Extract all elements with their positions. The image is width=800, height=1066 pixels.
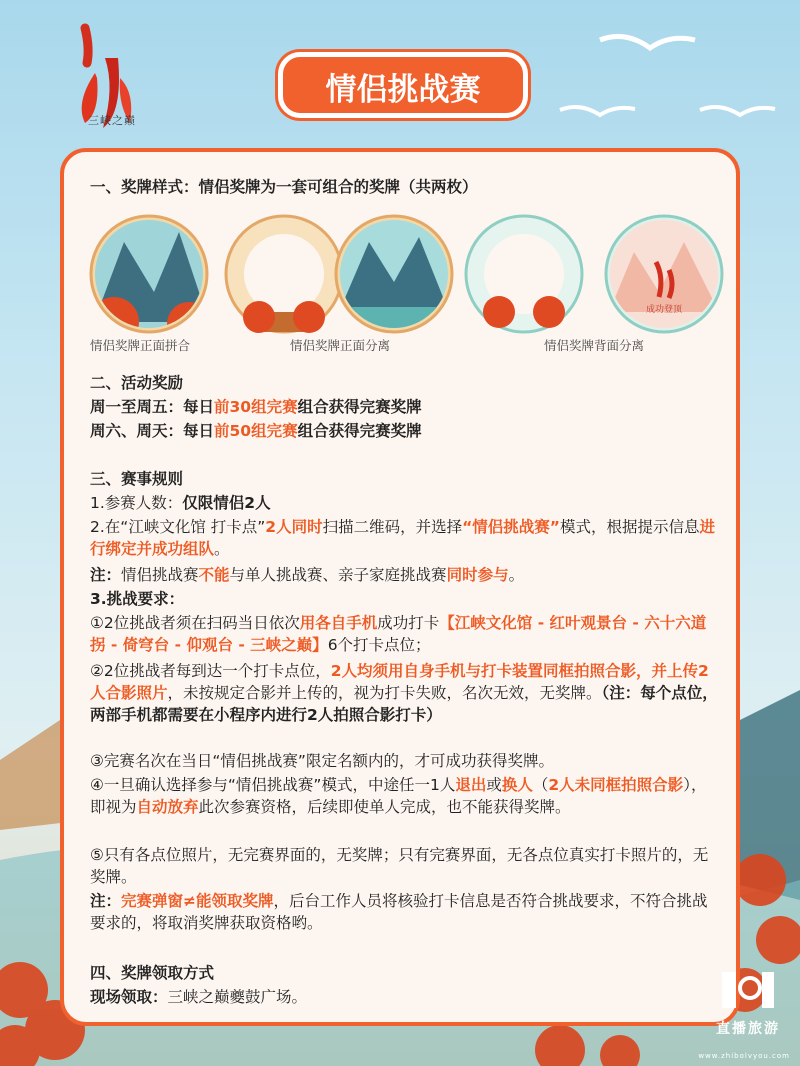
- requirement-5: ⑤只有各点位照片，无完赛界面的，无奖牌；只有完赛界面，无各点位真实打卡照片的，无奖牌。: [90, 846, 709, 886]
- requirements-heading: 3.挑战要求：: [90, 590, 185, 608]
- caption-2: 情侣奖牌正面分离: [290, 338, 391, 353]
- requirement-1: ①2位挑战者须在扫码当日依次用各自手机成功打卡【江峡文化馆 - 红叶观景台 - 六十六道拐 - 倚穹台 - 仰观台 - 三峡之巅】6个打卡点位；: [90, 614, 707, 654]
- note-1: 注：情侣挑战赛不能与单人挑战赛、亲子家庭挑战赛同时参与。: [90, 566, 525, 584]
- caption-1: 情侣奖牌正面拼合: [90, 338, 191, 353]
- watermark: [710, 968, 786, 1044]
- section1-heading: 一、奖牌样式：情侣奖牌为一套可组合的奖牌（共两枚）: [90, 178, 478, 196]
- watermark-name: 直播旅游: [716, 1021, 780, 1037]
- reward-weekend: 周六、周天：每日前50组完赛组合获得完赛奖牌: [90, 422, 422, 440]
- reward-weekday: 周一至周五：每日前30组完赛组合获得完赛奖牌: [90, 398, 422, 416]
- rule-1: 1.参赛人数：仅限情侣2人: [90, 494, 271, 512]
- section2-heading: 二、活动奖励: [90, 374, 184, 392]
- requirement-4: ④一旦确认选择参与“情侣挑战赛”模式，中途任一1人退出或换人（2人未同框拍照合影），即视为自动放弃此次参赛资格，后续即使单人完成，也不能获得奖牌。: [90, 776, 707, 816]
- note-2: 注：完赛弹窗≠能领取奖牌，后台工作人员将核验打卡信息是否符合挑战要求，不符合挑战要求的，将取消奖牌获取资格哟。: [90, 892, 708, 932]
- section4-heading: 四、奖牌领取方式: [90, 964, 215, 982]
- pickup-info: 现场领取：三峡之巅夔鼓广场。: [90, 988, 308, 1006]
- requirement-2: ②2位挑战者每到达一个打卡点位，2人均须用自身手机与打卡装置同框拍照合影，并上传2人合影照片，未按规定合影并上传的，视为打卡失败，名次无效，无奖牌。（注：每个点位，两部手机都需要在小程序内进行2人拍照合影打卡）: [90, 662, 718, 724]
- caption-3: 情侣奖牌背面分离: [544, 338, 645, 353]
- logo-text: 三峡之巅: [88, 114, 136, 127]
- medal-images: [84, 212, 724, 342]
- page-title: 情侣挑战赛: [278, 52, 528, 118]
- watermark-icon: [718, 968, 778, 1014]
- section3-heading: 三、赛事规则: [90, 470, 184, 488]
- rule-2: 2.在“江峡文化馆 打卡点”2人同时扫描二维码，并选择“情侣挑战赛”模式，根据提示信息进行绑定并成功组队。: [90, 518, 715, 558]
- requirement-3: ③完赛名次在当日“情侣挑战赛”限定名额内的，才可成功获得奖牌。: [90, 752, 554, 770]
- medal-back-text: 成功登顶: [645, 305, 683, 315]
- watermark-url: www.zhibolvyou.com: [698, 1052, 790, 1060]
